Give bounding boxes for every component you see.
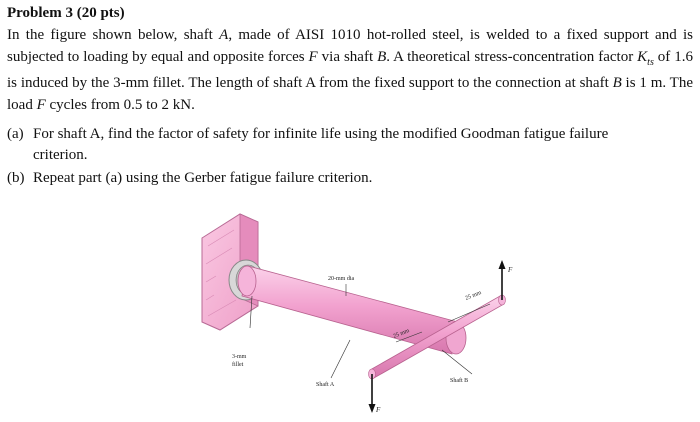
part-b-label: (b) bbox=[7, 170, 25, 186]
shaft-figure bbox=[190, 208, 530, 420]
force-label-bottom: F bbox=[376, 406, 381, 414]
label-fillet-size: 3-mm bbox=[232, 354, 247, 360]
part-a-label: (a) bbox=[7, 126, 24, 142]
label-25mm-shaft-b-end: 25 mm bbox=[464, 289, 483, 302]
force-arrow-top bbox=[499, 260, 506, 300]
part-a-continuation: criterion. bbox=[33, 147, 88, 163]
part-a-text: For shaft A, find the factor of safety for infinite life using the modified Goodman fatigue failure bbox=[33, 126, 609, 142]
problem-title: Problem 3 (20 pts) bbox=[7, 5, 125, 21]
part-b bbox=[7, 168, 693, 189]
label-shaft-b: Shaft B bbox=[450, 378, 469, 384]
force-arrow-bottom bbox=[369, 374, 376, 413]
part-b-text: Repeat part (a) using the Gerber fatigue failure criterion. bbox=[33, 170, 373, 186]
part-a bbox=[7, 124, 693, 166]
label-shaft-a: Shaft A bbox=[316, 382, 335, 388]
force-label-top: F bbox=[508, 266, 513, 274]
label-fillet-word: fillet bbox=[232, 362, 244, 368]
problem-statement: In the figure shown below, shaft A, made of AISI 1010 hot-rolled steel, is welded to a fixed support and is subjected to loading by equal and opposite forces F via shaft B. A theoretical stress-concentration factor $K_{ts}$ of 1.6 is induced by the 3-mm fillet. The length of shaft A from the fixed support to the connection at shaft B is 1 m. The load F cycles from 0.5 to 2 kN. bbox=[7, 27, 693, 113]
label-diameter: 20-mm dia bbox=[328, 276, 355, 282]
label-25mm-offset: 25 mm bbox=[392, 327, 411, 340]
